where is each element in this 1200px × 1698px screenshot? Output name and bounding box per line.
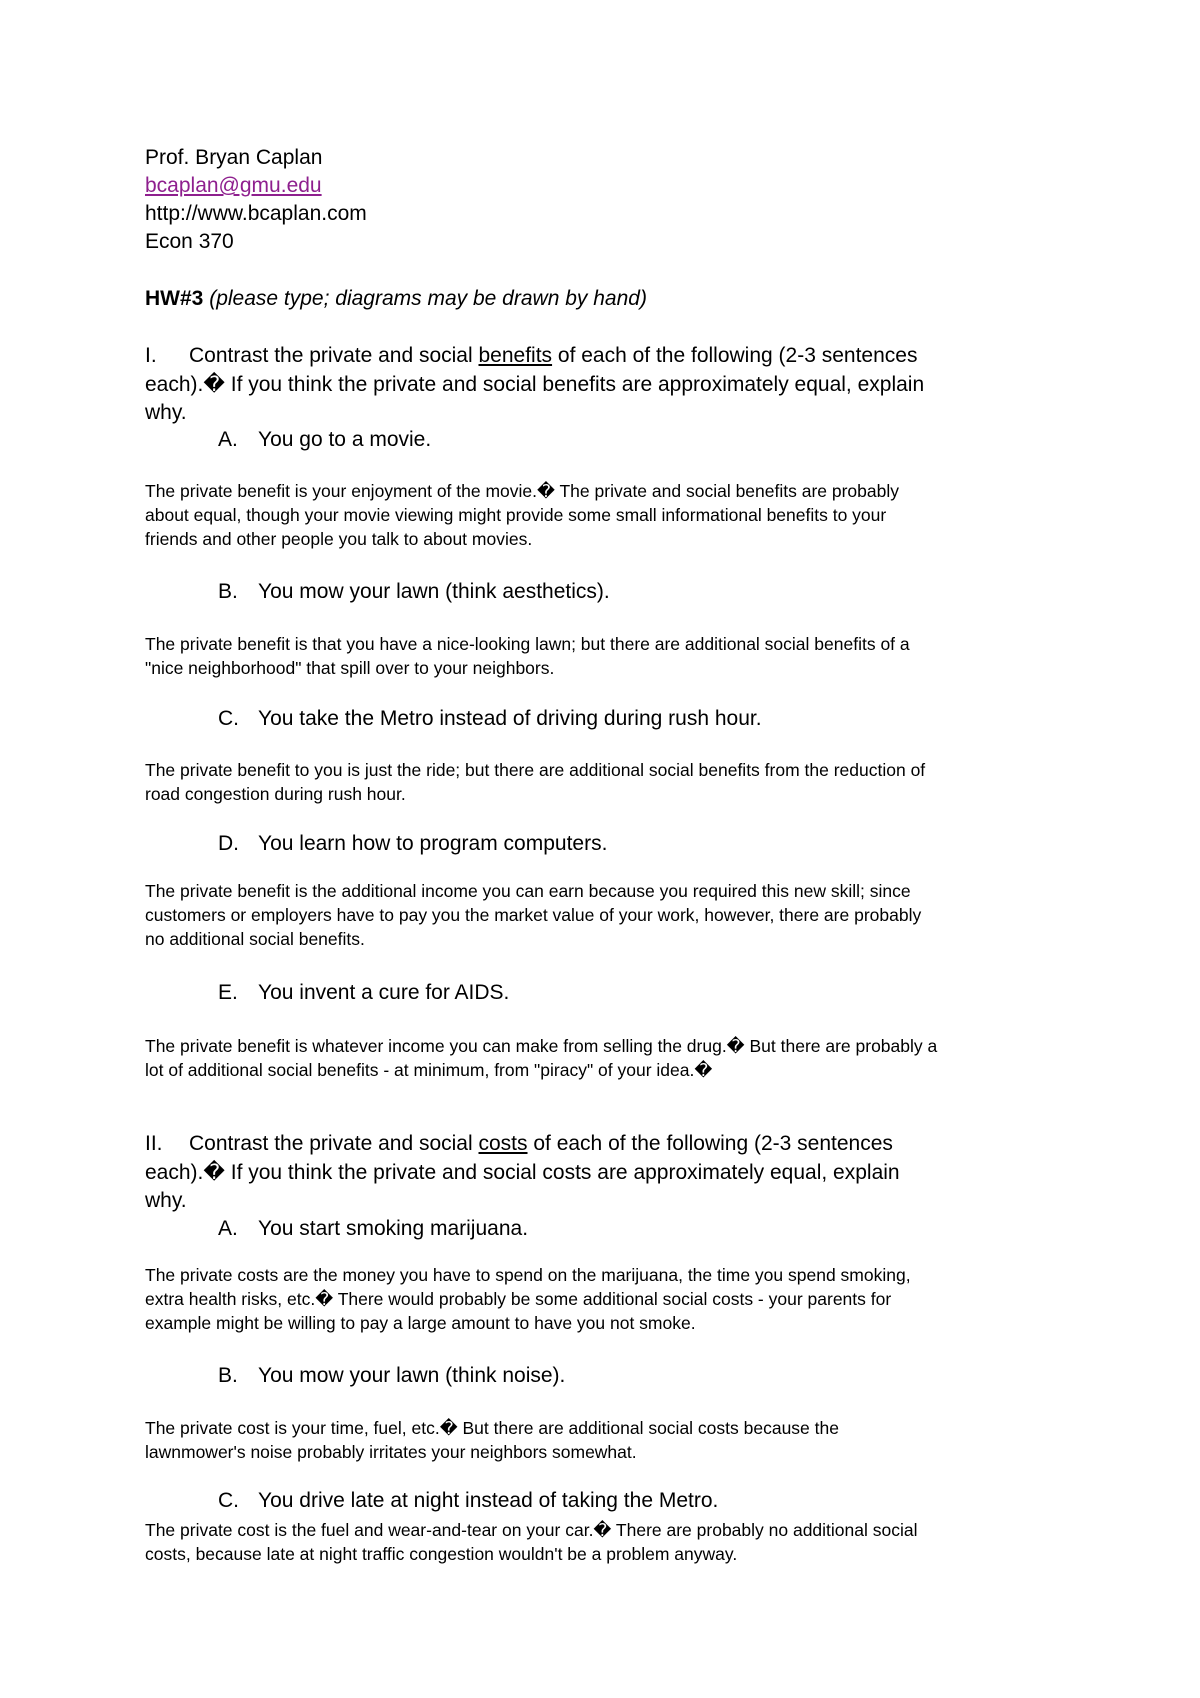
answer-2c-line-1: The private cost is the fuel and wear-and-tear on your car.� There are probably no additional social xyxy=(145,1520,918,1540)
section-2-prompt-line-2: each).� If you think the private and social costs are approximately equal, explain xyxy=(145,1161,900,1184)
answer-2a-line-1: The private costs are the money you have to spend on the marijuana, the time you spend smoking, xyxy=(145,1265,911,1285)
question-1c: C. You take the Metro instead of driving during rush hour. xyxy=(218,707,762,730)
answer-2b-line-1: The private cost is your time, fuel, etc.� But there are additional social costs because the xyxy=(145,1418,839,1438)
answer-1a-line-3: friends and other people you talk to about movies. xyxy=(145,529,533,549)
answer-2c-line-2: costs, because late at night traffic congestion wouldn't be a problem anyway. xyxy=(145,1544,738,1564)
homework-heading xyxy=(145,287,647,311)
answer-1d-line-3: no additional social benefits. xyxy=(145,929,365,949)
question-2b: B. You mow your lawn (think noise). xyxy=(218,1364,566,1387)
answer-2a-line-2: extra health risks, etc.� There would probably be some additional social costs - your parents for xyxy=(145,1289,892,1309)
answer-1d-line-1: The private benefit is the additional income you can earn because you required this new skill; since xyxy=(145,881,911,901)
course-name: Econ 370 xyxy=(145,230,234,253)
section-2-number: II. xyxy=(145,1132,163,1155)
answer-1a-line-2: about equal, though your movie viewing might provide some small informational benefits to your xyxy=(145,505,887,525)
question-2a: A. You start smoking marijuana. xyxy=(218,1217,529,1240)
benefits-underlined: benefits xyxy=(478,344,553,367)
answer-1b-line-2: "nice neighborhood" that spill over to your neighbors. xyxy=(145,658,555,678)
answer-1c-line-1: The private benefit to you is just the ride; but there are additional social benefits from the reduction of xyxy=(145,760,926,780)
answer-1c-line-2: road congestion during rush hour. xyxy=(145,784,406,804)
section-2-prompt-line-3: why. xyxy=(145,1189,187,1212)
author-email-link[interactable]: bcaplan@gmu.edu xyxy=(145,174,322,197)
answer-2b-line-2: lawnmower's noise probably irritates your neighbors somewhat. xyxy=(145,1442,637,1462)
section-1-prompt-line-2: each).� If you think the private and social benefits are approximately equal, explain xyxy=(145,373,925,396)
answer-2a-line-3: example might be willing to pay a large amount to have you not smoke. xyxy=(145,1313,696,1333)
answer-1a-line-1: The private benefit is your enjoyment of the movie.� The private and social benefits are probably xyxy=(145,481,900,501)
answer-1e-line-2: lot of additional social benefits - at minimum, from "piracy" of your idea.� xyxy=(145,1060,713,1080)
question-2c: C. You drive late at night instead of taking the Metro. xyxy=(218,1489,719,1512)
question-1e: E. You invent a cure for AIDS. xyxy=(218,981,510,1004)
costs-underlined: costs xyxy=(478,1132,528,1155)
answer-1e-line-1: The private benefit is whatever income you can make from selling the drug.� But there are probably a xyxy=(145,1036,938,1056)
answer-1d-line-2: customers or employers have to pay you the market value of your work, however, there are probably xyxy=(145,905,922,925)
answer-1b-line-1: The private benefit is that you have a nice-looking lawn; but there are additional social benefits of a xyxy=(145,634,910,654)
section-1-prompt-line-1: I. Contrast the private and social benefits of each of the following (2-3 sentences xyxy=(145,344,918,367)
author-name: Prof. Bryan Caplan xyxy=(145,146,323,169)
question-1d: D. You learn how to program computers. xyxy=(218,832,608,855)
section-1-prompt-line-3: why. xyxy=(145,401,187,424)
question-1a: A. You go to a movie. xyxy=(218,428,432,451)
author-website: http://www.bcaplan.com xyxy=(145,202,367,225)
homework-title: HW#3 xyxy=(145,287,204,310)
question-1b: B. You mow your lawn (think aesthetics). xyxy=(218,580,610,603)
homework-note: (please type; diagrams may be drawn by hand) xyxy=(209,287,647,310)
section-2-prompt-line-1: II. Contrast the private and social costs of each of the following (2-3 sentences xyxy=(145,1132,893,1155)
section-1-number: I. xyxy=(145,344,157,367)
